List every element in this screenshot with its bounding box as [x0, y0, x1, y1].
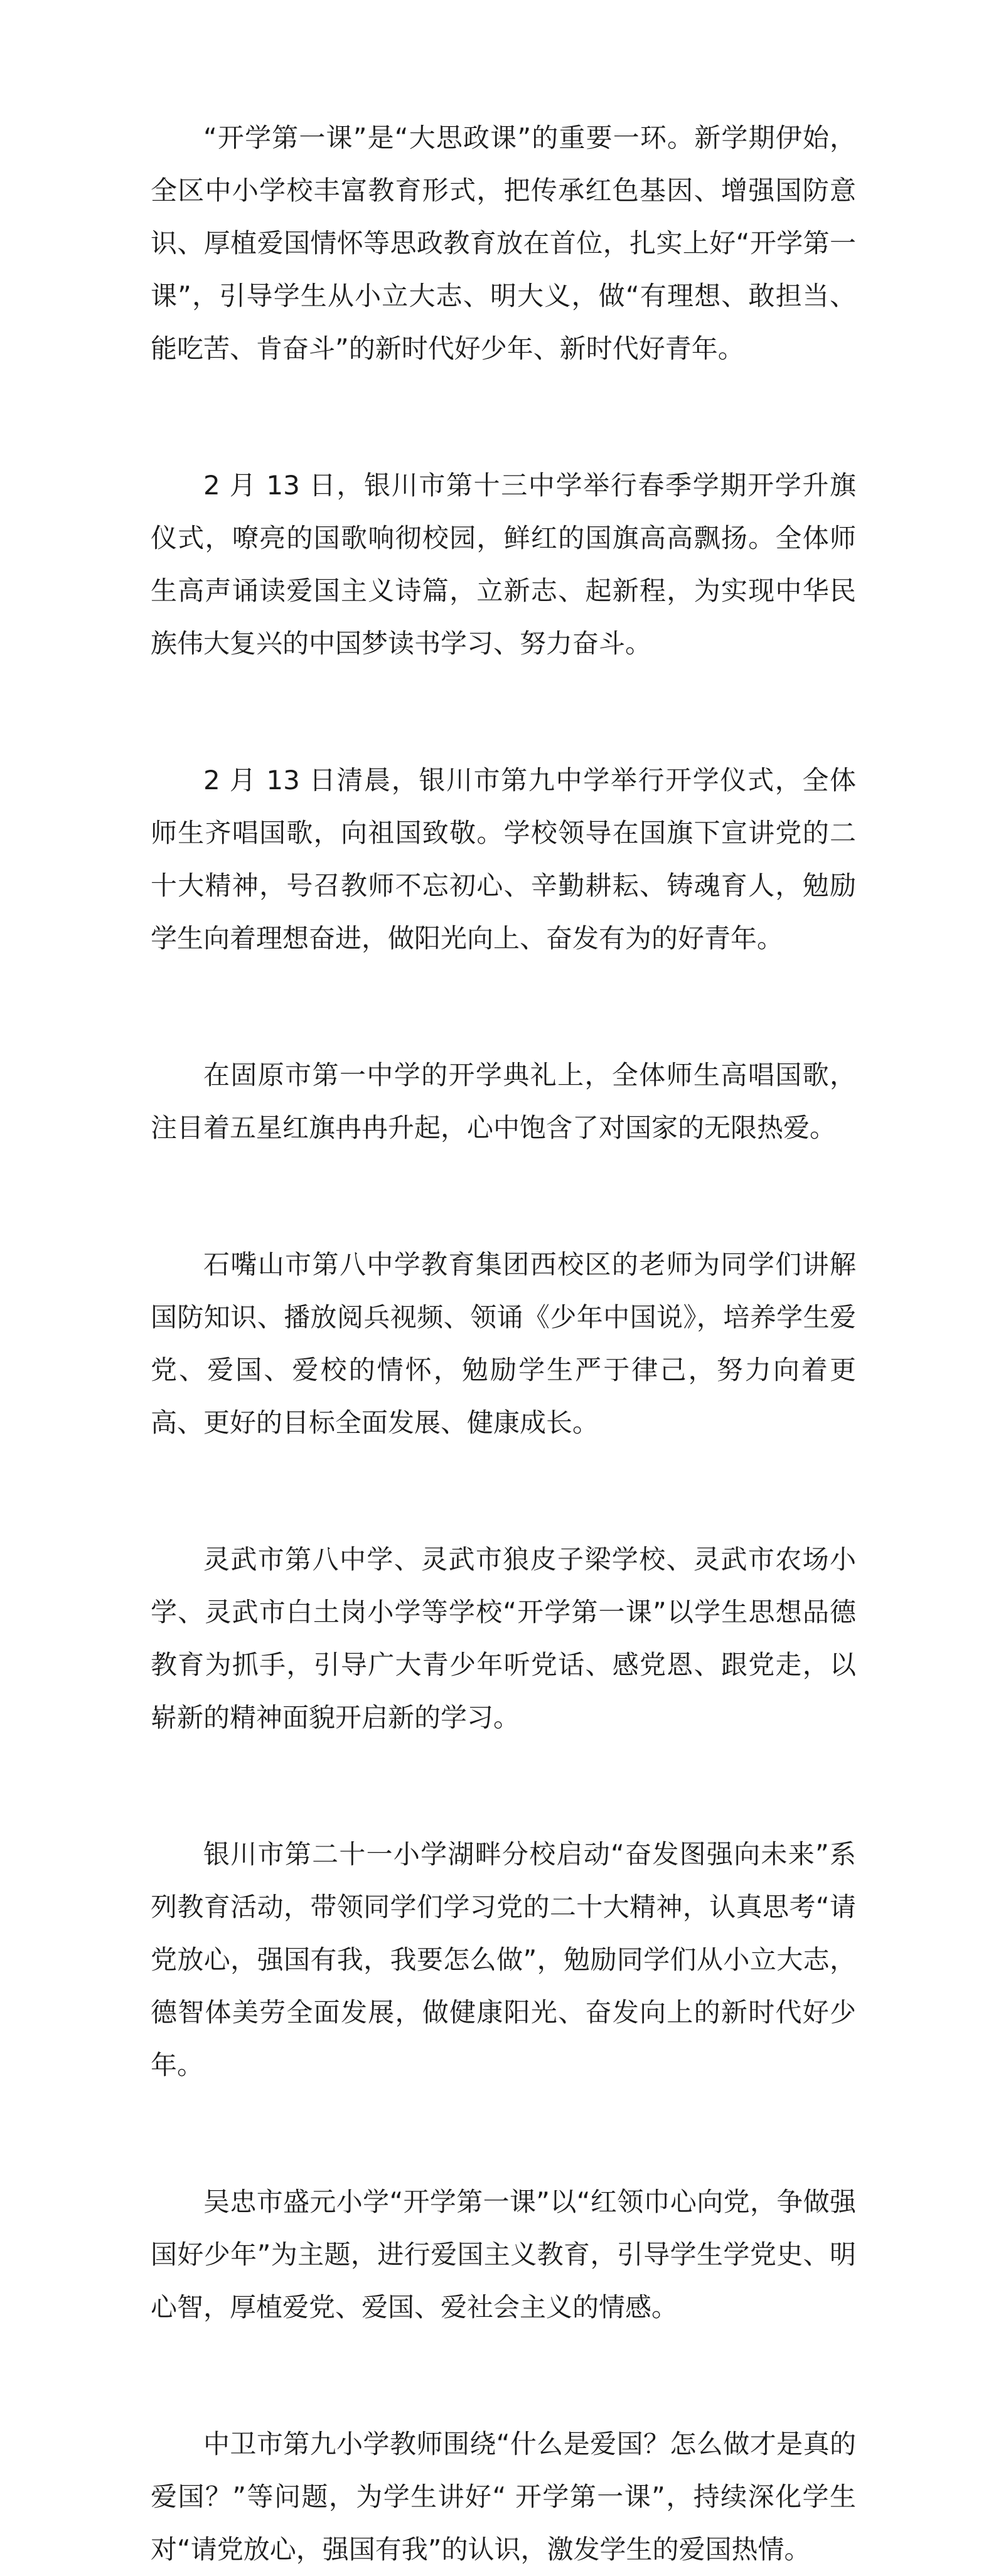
paragraph-shizuishan-8th-middle: 石嘴山市第八中学教育集团西校区的老师为同学们讲解国防知识、播放阅兵视频、领诵《少年中国说》，培养学生爱党、爱国、爱校的情怀，勉励学生严于律己，努力向着更高、更好的目标全面发展、健康成长。: [151, 1249, 856, 1438]
paragraph-yinchuan-9th-middle: 2 月 13 日清晨，银川市第九中学举行开学仪式，全体师生齐唱国歌，向祖国致敬。学校领导在国旗下宣讲党的二十大精神，号召教师不忘初心、辛勤耕耘、铸魂育人，勉励学生向着理想奋进，做阳光向上、奋发有为的好青年。: [151, 765, 856, 954]
paragraph-yinchuan-21st-primary: 银川市第二十一小学湖畔分校启动“奋发图强向未来”系列教育活动，带领同学们学习党的二十大精神，认真思考“请党放心，强国有我，我要怎么做”，勉励同学们从小立大志，德智体美劳全面发展，做健康阳光、奋发向上的新时代好少年。: [151, 1839, 856, 2080]
paragraph-lingwu-schools: 灵武市第八中学、灵武市狼皮子梁学校、灵武市农场小学、灵武市白土岗小学等学校“开学第一课”以学生思想品德教育为抓手，引导广大青少年听党话、感党恩、跟党走，以崭新的精神面貌开启新的学习。: [151, 1544, 856, 1733]
paragraph-intro: “开学第一课”是“大思政课”的重要一环。新学期伊始，全区中小学校丰富教育形式，把传承红色基因、增强国防意识、厚植爱国情怀等思政教育放在首位，扎实上好“开学第一课”，引导学生从小立大志、明大义，做“有理想、敢担当、能吃苦、肯奋斗”的新时代好少年、新时代好青年。: [151, 122, 856, 364]
paragraph-wuzhong-shengyuan: 吴忠市盛元小学“开学第一课”以“红领巾心向党，争做强国好少年”为主题，进行爱国主义教育，引导学生学党史、明心智，厚植爱党、爱国、爱社会主义的情感。: [151, 2186, 856, 2323]
article-body: [151, 112, 856, 2576]
paragraph-guyuan-1st-middle: 在固原市第一中学的开学典礼上，全体师生高唱国歌，注目着五星红旗冉冉升起，心中饱含了对国家的无限热爱。: [151, 1060, 856, 1143]
paragraph-yinchuan-13th-middle: 2 月 13 日，银川市第十三中学举行春季学期开学升旗仪式，嘹亮的国歌响彻校园，鲜红的国旗高高飘扬。全体师生高声诵读爱国主义诗篇，立新志、起新程，为实现中华民族伟大复兴的中国梦读书学习、努力奋斗。: [151, 470, 856, 659]
paragraph-zhongwei-9th-primary: 中卫市第九小学教师围绕“什么是爱国？怎么做才是真的爱国？”等问题，为学生讲好“ 开学第一课”，持续深化学生对“请党放心，强国有我”的认识，激发学生的爱国热情。: [151, 2429, 856, 2565]
